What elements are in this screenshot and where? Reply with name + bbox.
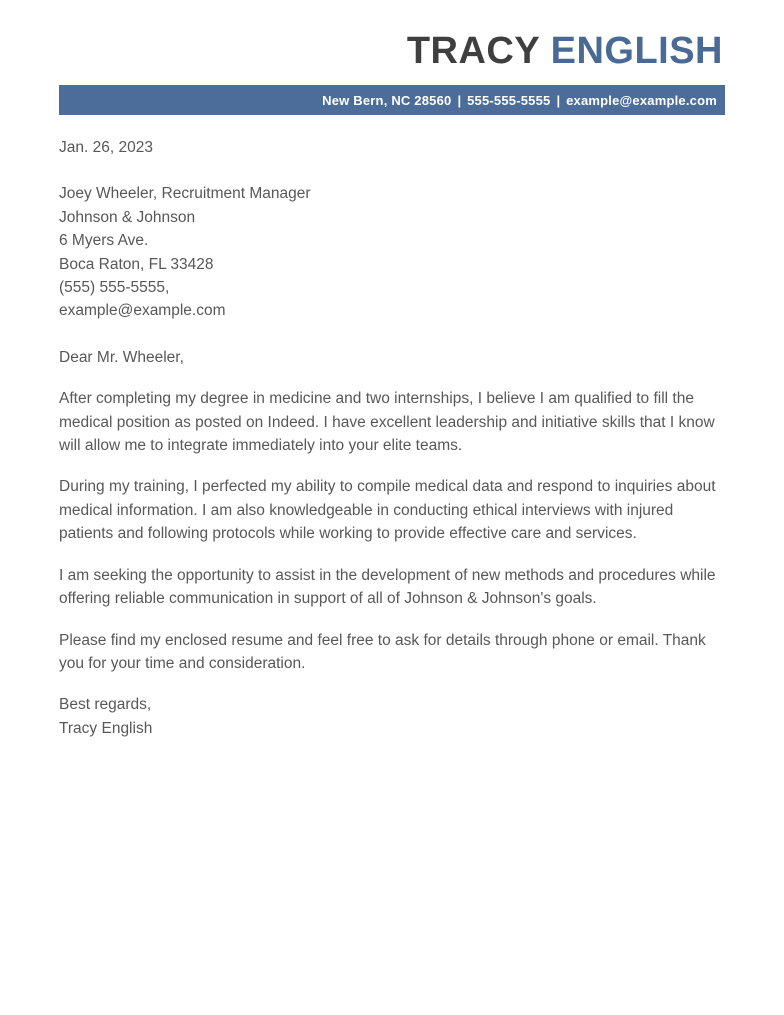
contact-email: example@example.com [566,92,717,108]
body-paragraph-4: Please find my enclosed resume and feel free to ask for details through phone or email. Thank you for your time and consideration. [59,631,706,672]
contact-address: New Bern, NC 28560 [322,92,452,108]
applicant-last-name: ENGLISH [550,30,723,72]
contact-separator-1: | [457,92,462,108]
letter-body [59,136,724,740]
recipient-block [59,182,724,322]
contact-separator-2: | [556,92,561,108]
recipient-phone: (555) 555-5555, [59,279,170,297]
recipient-name-title: Joey Wheeler, Recruitment Manager [59,185,311,203]
closing-block [59,693,724,740]
closing-salutation: Best regards, [59,696,152,714]
letter-salutation: Dear Mr. Wheeler, [59,348,184,366]
recipient-city-state-zip: Boca Raton, FL 33428 [59,255,214,273]
applicant-first-name: TRACY [406,30,540,72]
recipient-company: Johnson & Johnson [59,208,196,226]
recipient-street: 6 Myers Ave. [59,232,149,250]
body-paragraph-2: During my training, I perfected my ability to compile medical data and respond to inquiries about medical information. I am also knowledgeable in conducting ethical interviews with injured patients and following protocols while working to provide effective care and services. [59,478,716,543]
letter-date: Jan. 26, 2023 [59,139,153,156]
contact-bar [59,85,725,115]
recipient-email: example@example.com [59,302,226,320]
body-paragraph-3: I am seeking the opportunity to assist in the development of new methods and procedures while offering reliable communication in support of all of Johnson & Johnson's goals. [59,566,716,608]
body-paragraph-1: After completing my degree in medicine and two internships, I believe I am qualified to fill the medical position as posted on Indeed. I have excellent leadership and initiative skills that I know will allow me to integrate immediately into your elite teams. [59,390,715,455]
applicant-name [59,28,723,74]
contact-phone: 555-555-5555 [467,92,551,108]
signature-name: Tracy English [59,719,153,737]
letterhead-name [59,28,723,74]
